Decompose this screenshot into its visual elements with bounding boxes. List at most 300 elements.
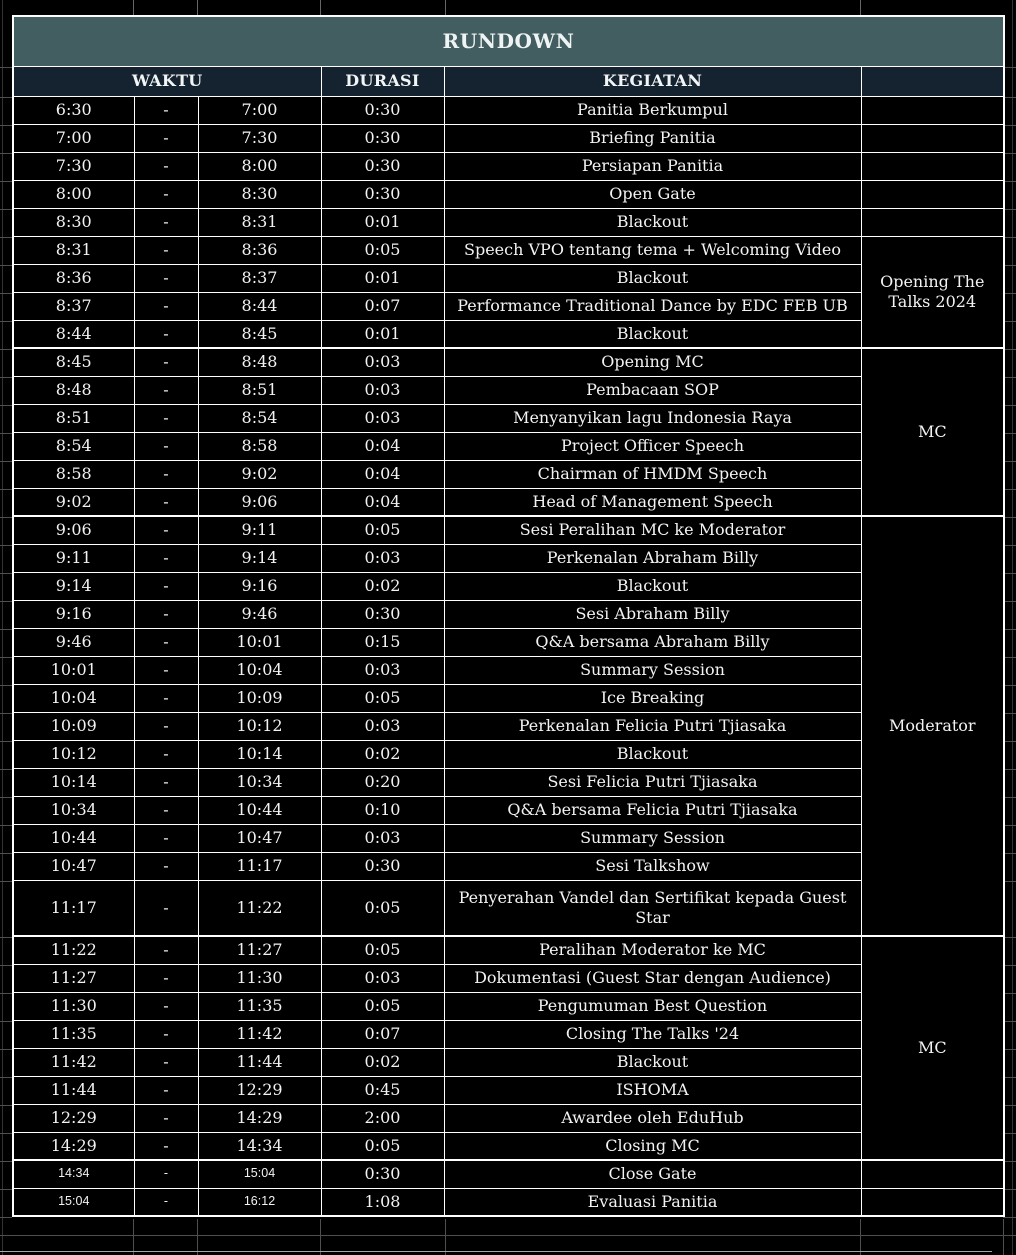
end-time-cell[interactable]: 8:58: [198, 432, 321, 460]
gridline: [0, 1021, 12, 1022]
separator-cell[interactable]: -: [134, 824, 198, 852]
activity-cell[interactable]: Performance Traditional Dance by EDC FEB UB: [444, 292, 861, 320]
activity-cell[interactable]: Penyerahan Vandel dan Sertifikat kepada Guest Star: [444, 880, 861, 936]
duration-cell[interactable]: 0:04: [321, 460, 444, 488]
end-time-cell[interactable]: 9:11: [198, 516, 321, 544]
start-time-cell[interactable]: 9:46: [13, 628, 134, 656]
start-time-cell[interactable]: 14:29: [13, 1132, 134, 1160]
end-time-cell[interactable]: 14:29: [198, 1104, 321, 1132]
gridline: [445, 1219, 446, 1255]
group-label-cell[interactable]: MC: [861, 936, 1004, 1160]
start-time-cell[interactable]: 9:16: [13, 600, 134, 628]
gridline: [0, 97, 12, 98]
group-label-cell[interactable]: Opening The Talks 2024: [861, 236, 1004, 348]
gridline: [1003, 1217, 1016, 1218]
gridline: [0, 1161, 12, 1162]
end-time-cell[interactable]: 10:14: [198, 740, 321, 768]
separator-cell[interactable]: -: [134, 600, 198, 628]
activity-cell[interactable]: Q&A bersama Abraham Billy: [444, 628, 861, 656]
table-row: [13, 1048, 1004, 1076]
activity-cell[interactable]: Persiapan Panitia: [444, 152, 861, 180]
activity-cell[interactable]: Summary Session: [444, 656, 861, 684]
end-time-cell[interactable]: 12:29: [198, 1076, 321, 1104]
activity-cell[interactable]: Blackout: [444, 264, 861, 292]
duration-cell[interactable]: 0:45: [321, 1076, 444, 1104]
table-row: [13, 264, 1004, 292]
group-cell[interactable]: [861, 1160, 1004, 1188]
gridline: [0, 573, 12, 574]
end-time-cell[interactable]: 9:14: [198, 544, 321, 572]
start-time-cell[interactable]: 11:22: [13, 936, 134, 964]
end-time-cell[interactable]: 11:17: [198, 852, 321, 880]
duration-cell[interactable]: 0:07: [321, 292, 444, 320]
gridline: [0, 881, 12, 882]
duration-cell[interactable]: 2:00: [321, 1104, 444, 1132]
table-row: [13, 628, 1004, 656]
table-title-row: [13, 16, 1004, 66]
duration-cell[interactable]: 0:05: [321, 1132, 444, 1160]
gridline: [0, 349, 12, 350]
gridline: [1003, 1219, 1004, 1255]
end-time-cell[interactable]: 10:01: [198, 628, 321, 656]
duration-cell[interactable]: 0:05: [321, 516, 444, 544]
separator-cell[interactable]: -: [134, 628, 198, 656]
table-row: [13, 824, 1004, 852]
separator-cell[interactable]: -: [134, 404, 198, 432]
activity-cell[interactable]: Close Gate: [444, 1160, 861, 1188]
end-time-cell[interactable]: 8:36: [198, 236, 321, 264]
separator-cell[interactable]: -: [134, 1020, 198, 1048]
start-time-cell[interactable]: 8:36: [13, 264, 134, 292]
activity-cell[interactable]: Panitia Berkumpul: [444, 96, 861, 124]
separator-cell[interactable]: -: [134, 656, 198, 684]
column-header-empty: [861, 66, 1004, 96]
separator-cell[interactable]: -: [134, 740, 198, 768]
gridline: [133, 0, 134, 15]
end-time-cell[interactable]: 8:30: [198, 180, 321, 208]
separator-cell[interactable]: -: [134, 684, 198, 712]
table-row: [13, 852, 1004, 880]
table-row: [13, 1076, 1004, 1104]
end-time-cell[interactable]: 11:42: [198, 1020, 321, 1048]
start-time-cell[interactable]: 10:44: [13, 824, 134, 852]
duration-cell[interactable]: 0:01: [321, 320, 444, 348]
separator-cell[interactable]: -: [134, 796, 198, 824]
activity-cell[interactable]: Summary Session: [444, 824, 861, 852]
group-cell[interactable]: [861, 152, 1004, 180]
duration-cell[interactable]: 0:05: [321, 936, 444, 964]
activity-cell[interactable]: Sesi Talkshow: [444, 852, 861, 880]
end-time-cell[interactable]: 8:37: [198, 264, 321, 292]
end-time-cell[interactable]: 11:30: [198, 964, 321, 992]
start-time-cell[interactable]: 8:51: [13, 404, 134, 432]
table-row: [13, 96, 1004, 124]
duration-cell[interactable]: 0:05: [321, 684, 444, 712]
separator-cell[interactable]: -: [134, 432, 198, 460]
end-time-cell[interactable]: 15:04: [198, 1160, 321, 1188]
end-time-cell[interactable]: 16:12: [198, 1188, 321, 1216]
activity-cell[interactable]: Chairman of HMDM Speech: [444, 460, 861, 488]
start-time-cell[interactable]: 9:14: [13, 572, 134, 600]
separator-cell[interactable]: -: [134, 96, 198, 124]
duration-cell[interactable]: 0:03: [321, 712, 444, 740]
activity-cell[interactable]: Menyanyikan lagu Indonesia Raya: [444, 404, 861, 432]
start-time-cell[interactable]: 9:06: [13, 516, 134, 544]
start-time-cell[interactable]: 8:54: [13, 432, 134, 460]
duration-cell[interactable]: 0:03: [321, 824, 444, 852]
separator-cell[interactable]: -: [134, 152, 198, 180]
duration-cell[interactable]: 0:02: [321, 572, 444, 600]
separator-cell[interactable]: -: [134, 264, 198, 292]
separator-cell[interactable]: -: [134, 852, 198, 880]
duration-cell[interactable]: 0:03: [321, 656, 444, 684]
start-time-cell[interactable]: 8:37: [13, 292, 134, 320]
separator-cell[interactable]: -: [134, 320, 198, 348]
start-time-cell[interactable]: 10:01: [13, 656, 134, 684]
table-row: [13, 1132, 1004, 1160]
table-row: [13, 180, 1004, 208]
table-row: [13, 684, 1004, 712]
duration-cell[interactable]: 0:04: [321, 432, 444, 460]
end-time-cell[interactable]: 10:44: [198, 796, 321, 824]
activity-cell[interactable]: Evaluasi Panitia: [444, 1188, 861, 1216]
duration-cell[interactable]: 0:30: [321, 124, 444, 152]
duration-cell[interactable]: 0:30: [321, 180, 444, 208]
duration-cell[interactable]: 0:03: [321, 964, 444, 992]
separator-cell[interactable]: -: [134, 236, 198, 264]
rundown-table: [12, 15, 1005, 1217]
end-time-cell[interactable]: 8:51: [198, 376, 321, 404]
separator-cell[interactable]: -: [134, 348, 198, 376]
start-time-cell[interactable]: 7:30: [13, 152, 134, 180]
start-time-cell[interactable]: 15:04: [13, 1188, 134, 1216]
gridline: [0, 713, 12, 714]
table-header-row: [13, 66, 1004, 96]
start-time-cell[interactable]: 14:34: [13, 1160, 134, 1188]
gridline: [0, 293, 12, 294]
start-time-cell[interactable]: 7:00: [13, 124, 134, 152]
gridline: [0, 209, 12, 210]
gridline: [0, 1189, 12, 1190]
activity-cell[interactable]: Blackout: [444, 1048, 861, 1076]
activity-cell[interactable]: Dokumentasi (Guest Star dengan Audience): [444, 964, 861, 992]
duration-cell[interactable]: 0:02: [321, 1048, 444, 1076]
end-time-cell[interactable]: 9:06: [198, 488, 321, 516]
start-time-cell[interactable]: 11:30: [13, 992, 134, 1020]
gridline: [197, 0, 198, 15]
gridline: [0, 461, 12, 462]
gridline: [445, 0, 446, 15]
duration-cell[interactable]: 0:01: [321, 208, 444, 236]
table-row: [13, 1160, 1004, 1188]
start-time-cell[interactable]: 11:35: [13, 1020, 134, 1048]
separator-cell[interactable]: -: [134, 964, 198, 992]
group-cell[interactable]: [861, 1188, 1004, 1216]
start-time-cell[interactable]: 10:09: [13, 712, 134, 740]
separator-cell[interactable]: -: [134, 768, 198, 796]
table-row: [13, 236, 1004, 264]
gridline: [0, 629, 12, 630]
duration-cell[interactable]: 0:05: [321, 236, 444, 264]
end-time-cell[interactable]: 11:27: [198, 936, 321, 964]
start-time-cell[interactable]: 9:02: [13, 488, 134, 516]
separator-cell[interactable]: -: [134, 544, 198, 572]
duration-cell[interactable]: 0:30: [321, 600, 444, 628]
table-row: [13, 124, 1004, 152]
separator-cell[interactable]: -: [134, 460, 198, 488]
table-row: [13, 544, 1004, 572]
separator-cell[interactable]: -: [134, 1076, 198, 1104]
gridline: [0, 377, 12, 378]
gridline: [0, 517, 12, 518]
activity-cell[interactable]: Pengumuman Best Question: [444, 992, 861, 1020]
start-time-cell[interactable]: 9:11: [13, 544, 134, 572]
start-time-cell[interactable]: 11:42: [13, 1048, 134, 1076]
start-time-cell[interactable]: 10:04: [13, 684, 134, 712]
gridline: [0, 67, 12, 68]
group-cell[interactable]: [861, 124, 1004, 152]
activity-cell[interactable]: Blackout: [444, 740, 861, 768]
gridline: [0, 741, 12, 742]
gridline: [2, 0, 3, 1255]
duration-cell[interactable]: 0:30: [321, 96, 444, 124]
end-time-cell[interactable]: 10:04: [198, 656, 321, 684]
column-header-durasi: DURASI: [321, 66, 444, 96]
activity-cell[interactable]: Sesi Felicia Putri Tjiasaka: [444, 768, 861, 796]
gridline: [0, 1105, 12, 1106]
gridline: [0, 1133, 12, 1134]
end-time-cell[interactable]: 7:00: [198, 96, 321, 124]
group-cell[interactable]: [861, 96, 1004, 124]
group-cell[interactable]: [861, 208, 1004, 236]
start-time-cell[interactable]: 10:47: [13, 852, 134, 880]
gridline: [0, 405, 12, 406]
end-time-cell[interactable]: 9:46: [198, 600, 321, 628]
end-time-cell[interactable]: 11:22: [198, 880, 321, 936]
separator-cell[interactable]: -: [134, 712, 198, 740]
separator-cell[interactable]: -: [134, 572, 198, 600]
activity-cell[interactable]: Ice Breaking: [444, 684, 861, 712]
duration-cell[interactable]: 0:03: [321, 376, 444, 404]
start-time-cell[interactable]: 10:12: [13, 740, 134, 768]
end-time-cell[interactable]: 9:02: [198, 460, 321, 488]
separator-cell[interactable]: -: [134, 180, 198, 208]
end-time-cell[interactable]: 14:34: [198, 1132, 321, 1160]
separator-cell[interactable]: -: [134, 880, 198, 936]
page-title: RUNDOWN: [13, 16, 1004, 66]
end-time-cell[interactable]: 10:34: [198, 768, 321, 796]
activity-cell[interactable]: Head of Management Speech: [444, 488, 861, 516]
gridline: [0, 1217, 12, 1218]
activity-cell[interactable]: Awardee oleh EduHub: [444, 1104, 861, 1132]
group-label-cell[interactable]: Moderator: [861, 516, 1004, 936]
duration-cell[interactable]: 0:10: [321, 796, 444, 824]
separator-cell[interactable]: -: [134, 516, 198, 544]
group-label-cell[interactable]: MC: [861, 348, 1004, 516]
activity-cell[interactable]: Project Officer Speech: [444, 432, 861, 460]
end-time-cell[interactable]: 7:30: [198, 124, 321, 152]
gridline: [0, 181, 12, 182]
gridline: [860, 1219, 861, 1255]
end-time-cell[interactable]: 9:16: [198, 572, 321, 600]
table-row: [13, 348, 1004, 376]
table-row: [13, 208, 1004, 236]
gridline: [0, 321, 12, 322]
table-row: [13, 964, 1004, 992]
separator-cell[interactable]: -: [134, 1188, 198, 1216]
start-time-cell[interactable]: 8:45: [13, 348, 134, 376]
gridline: [860, 0, 861, 15]
activity-cell[interactable]: Pembacaan SOP: [444, 376, 861, 404]
table-row: [13, 488, 1004, 516]
activity-cell[interactable]: Perkenalan Felicia Putri Tjiasaka: [444, 712, 861, 740]
gridline: [0, 237, 12, 238]
gridline: [0, 769, 12, 770]
table-row: [13, 740, 1004, 768]
table-row: [13, 936, 1004, 964]
separator-cell[interactable]: -: [134, 992, 198, 1020]
activity-cell[interactable]: Perkenalan Abraham Billy: [444, 544, 861, 572]
gridline: [0, 601, 12, 602]
table-row: [13, 572, 1004, 600]
end-time-cell[interactable]: 8:45: [198, 320, 321, 348]
duration-cell[interactable]: 0:30: [321, 152, 444, 180]
start-time-cell[interactable]: 8:48: [13, 376, 134, 404]
duration-cell[interactable]: 0:02: [321, 740, 444, 768]
end-time-cell[interactable]: 10:09: [198, 684, 321, 712]
start-time-cell[interactable]: 8:30: [13, 208, 134, 236]
gridline: [0, 937, 12, 938]
activity-cell[interactable]: Closing The Talks '24: [444, 1020, 861, 1048]
start-time-cell[interactable]: 8:58: [13, 460, 134, 488]
gridline: [0, 853, 12, 854]
start-time-cell[interactable]: 11:27: [13, 964, 134, 992]
table-row: [13, 1020, 1004, 1048]
gridline: [1012, 0, 1013, 1255]
start-time-cell[interactable]: 8:31: [13, 236, 134, 264]
activity-cell[interactable]: Blackout: [444, 572, 861, 600]
group-cell[interactable]: [861, 180, 1004, 208]
activity-cell[interactable]: Speech VPO tentang tema + Welcoming Video: [444, 236, 861, 264]
separator-cell[interactable]: -: [134, 488, 198, 516]
end-time-cell[interactable]: 8:00: [198, 152, 321, 180]
duration-cell[interactable]: 0:03: [321, 348, 444, 376]
duration-cell[interactable]: 0:05: [321, 880, 444, 936]
table-row: [13, 600, 1004, 628]
start-time-cell[interactable]: 8:00: [13, 180, 134, 208]
duration-cell[interactable]: 0:07: [321, 1020, 444, 1048]
table-row: [13, 516, 1004, 544]
duration-cell[interactable]: 0:20: [321, 768, 444, 796]
duration-cell[interactable]: 0:01: [321, 264, 444, 292]
activity-cell[interactable]: Open Gate: [444, 180, 861, 208]
table-row: [13, 1104, 1004, 1132]
end-time-cell[interactable]: 8:44: [198, 292, 321, 320]
duration-cell[interactable]: 0:15: [321, 628, 444, 656]
gridline: [0, 657, 12, 658]
table-row: [13, 292, 1004, 320]
gridline: [0, 965, 12, 966]
gridline: [0, 433, 12, 434]
activity-cell[interactable]: Briefing Panitia: [444, 124, 861, 152]
start-time-cell[interactable]: 8:44: [13, 320, 134, 348]
table-row: [13, 320, 1004, 348]
gridline: [0, 825, 12, 826]
start-time-cell[interactable]: 12:29: [13, 1104, 134, 1132]
gridline: [0, 685, 12, 686]
gridline: [0, 1251, 992, 1252]
end-time-cell[interactable]: 8:54: [198, 404, 321, 432]
start-time-cell[interactable]: 11:44: [13, 1076, 134, 1104]
start-time-cell[interactable]: 6:30: [13, 96, 134, 124]
table-row: [13, 656, 1004, 684]
activity-cell[interactable]: Opening MC: [444, 348, 861, 376]
duration-cell[interactable]: 1:08: [321, 1188, 444, 1216]
duration-cell[interactable]: 0:30: [321, 852, 444, 880]
table-row: [13, 460, 1004, 488]
activity-cell[interactable]: Peralihan Moderator ke MC: [444, 936, 861, 964]
gridline: [320, 1219, 321, 1255]
end-time-cell[interactable]: 10:47: [198, 824, 321, 852]
activity-cell[interactable]: ISHOMA: [444, 1076, 861, 1104]
activity-cell[interactable]: Closing MC: [444, 1132, 861, 1160]
duration-cell[interactable]: 0:04: [321, 488, 444, 516]
gridline: [0, 265, 12, 266]
table-row: [13, 152, 1004, 180]
gridline: [0, 545, 12, 546]
table-row: [13, 796, 1004, 824]
gridline: [0, 1077, 12, 1078]
duration-cell[interactable]: 0:03: [321, 544, 444, 572]
end-time-cell[interactable]: 10:12: [198, 712, 321, 740]
separator-cell[interactable]: -: [134, 292, 198, 320]
activity-cell[interactable]: Sesi Peralihan MC ke Moderator: [444, 516, 861, 544]
activity-cell[interactable]: Sesi Abraham Billy: [444, 600, 861, 628]
separator-cell[interactable]: -: [134, 1104, 198, 1132]
separator-cell[interactable]: -: [134, 124, 198, 152]
activity-cell[interactable]: Q&A bersama Felicia Putri Tjiasaka: [444, 796, 861, 824]
end-time-cell[interactable]: 11:35: [198, 992, 321, 1020]
separator-cell[interactable]: -: [134, 376, 198, 404]
start-time-cell[interactable]: 11:17: [13, 880, 134, 936]
start-time-cell[interactable]: 10:34: [13, 796, 134, 824]
separator-cell[interactable]: -: [134, 1048, 198, 1076]
separator-cell[interactable]: -: [134, 1132, 198, 1160]
separator-cell[interactable]: -: [134, 936, 198, 964]
column-header-waktu: WAKTU: [13, 66, 321, 96]
activity-cell[interactable]: Blackout: [444, 320, 861, 348]
table-row: [13, 768, 1004, 796]
duration-cell[interactable]: 0:05: [321, 992, 444, 1020]
separator-cell[interactable]: -: [134, 1160, 198, 1188]
end-time-cell[interactable]: 8:31: [198, 208, 321, 236]
gridline: [0, 797, 12, 798]
end-time-cell[interactable]: 8:48: [198, 348, 321, 376]
table-row: [13, 1188, 1004, 1216]
gridline: [320, 0, 321, 15]
table-row: [13, 712, 1004, 740]
end-time-cell[interactable]: 11:44: [198, 1048, 321, 1076]
activity-cell[interactable]: Blackout: [444, 208, 861, 236]
gridline: [0, 1235, 1016, 1236]
start-time-cell[interactable]: 10:14: [13, 768, 134, 796]
duration-cell[interactable]: 0:30: [321, 1160, 444, 1188]
gridline: [0, 153, 12, 154]
duration-cell[interactable]: 0:03: [321, 404, 444, 432]
gridline: [0, 1049, 12, 1050]
column-header-kegiatan: KEGIATAN: [444, 66, 861, 96]
separator-cell[interactable]: -: [134, 208, 198, 236]
